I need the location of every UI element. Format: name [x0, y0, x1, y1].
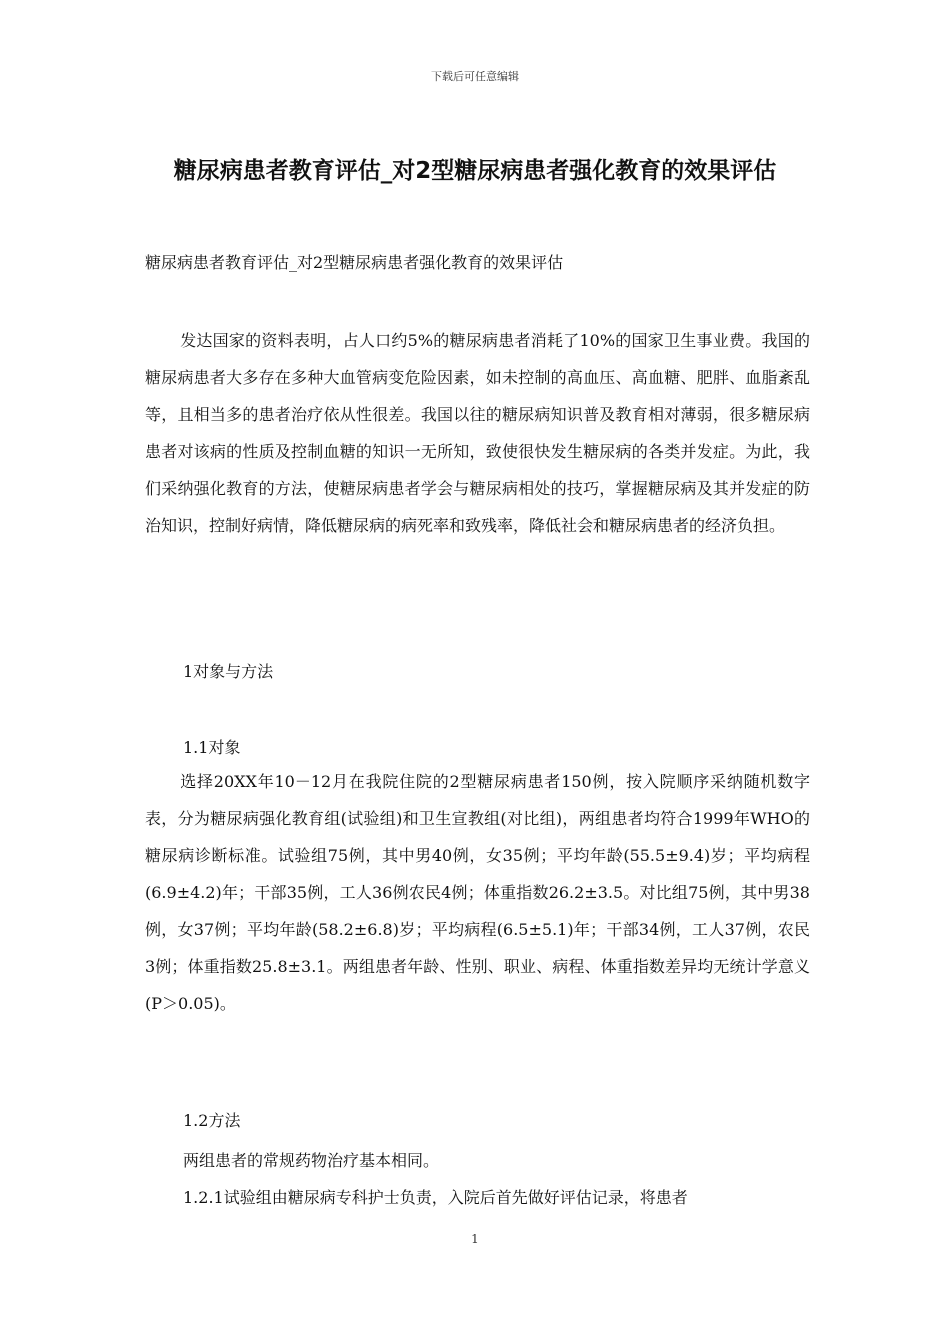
- document-subtitle: 糖尿病患者教育评估_对2型糖尿病患者强化教育的效果评估: [145, 253, 564, 272]
- intro-paragraph: 发达国家的资料表明，占人口约5%的糖尿病患者消耗了10%的国家卫生事业费。我国的糖尿病患者大多存在多种大血管病变危险因素，如未控制的高血压、高血糖、肥胖、血脂紊乱等，且相当多的患者治疗依从性很差。我国以往的糖尿病知识普及教育相对薄弱，很多糖尿病患者对该病的性质及控制血糖的知识一无所知，致使很快发生糖尿病的各类并发症。为此，我们采纳强化教育的方法，使糖尿病患者学会与糖尿病相处的技巧，掌握糖尿病及其并发症的防治知识，控制好病情，降低糖尿病的病死率和致残率，降低社会和糖尿病患者的经济负担。: [145, 331, 810, 535]
- section-1-2-1-paragraph: 1.2.1试验组由糖尿病专科护士负责，入院后首先做好评估记录，将患者: [183, 1188, 688, 1207]
- section-1-1-paragraph: 选择20XX年10－12月在我院住院的2型糖尿病患者150例，按入院顺序采纳随机数字表，分为糖尿病强化教育组(试验组)和卫生宣教组(对比组)，两组患者均符合1999年WHO的糖尿病诊断标准。试验组75例，其中男40例，女35例；平均年龄(55.5±9.4)岁；平均病程(6.9±4.2)年；干部35例，工人36例农民4例；体重指数26.2±3.5。对比组75例，其中男38例，女37例；平均年龄(58.2±6.8)岁；平均病程(6.5±5.1)年；干部34例，工人37例，农民3例；体重指数25.8±3.1。两组患者年龄、性别、职业、病程、体重指数差异均无统计学意义(P＞0.05)。: [145, 772, 810, 1013]
- section-1-2-paragraph: 两组患者的常规药物治疗基本相同。: [183, 1151, 440, 1170]
- document-title: 糖尿病患者教育评估_对2型糖尿病患者强化教育的效果评估: [173, 158, 777, 184]
- section-heading-1-2: 1.2方法: [183, 1111, 241, 1130]
- section-heading-1-1: 1.1对象: [183, 738, 241, 757]
- section-heading-1: 1对象与方法: [183, 662, 274, 681]
- header-note: 下载后可任意编辑: [431, 70, 519, 83]
- page-number: 1: [471, 1232, 479, 1246]
